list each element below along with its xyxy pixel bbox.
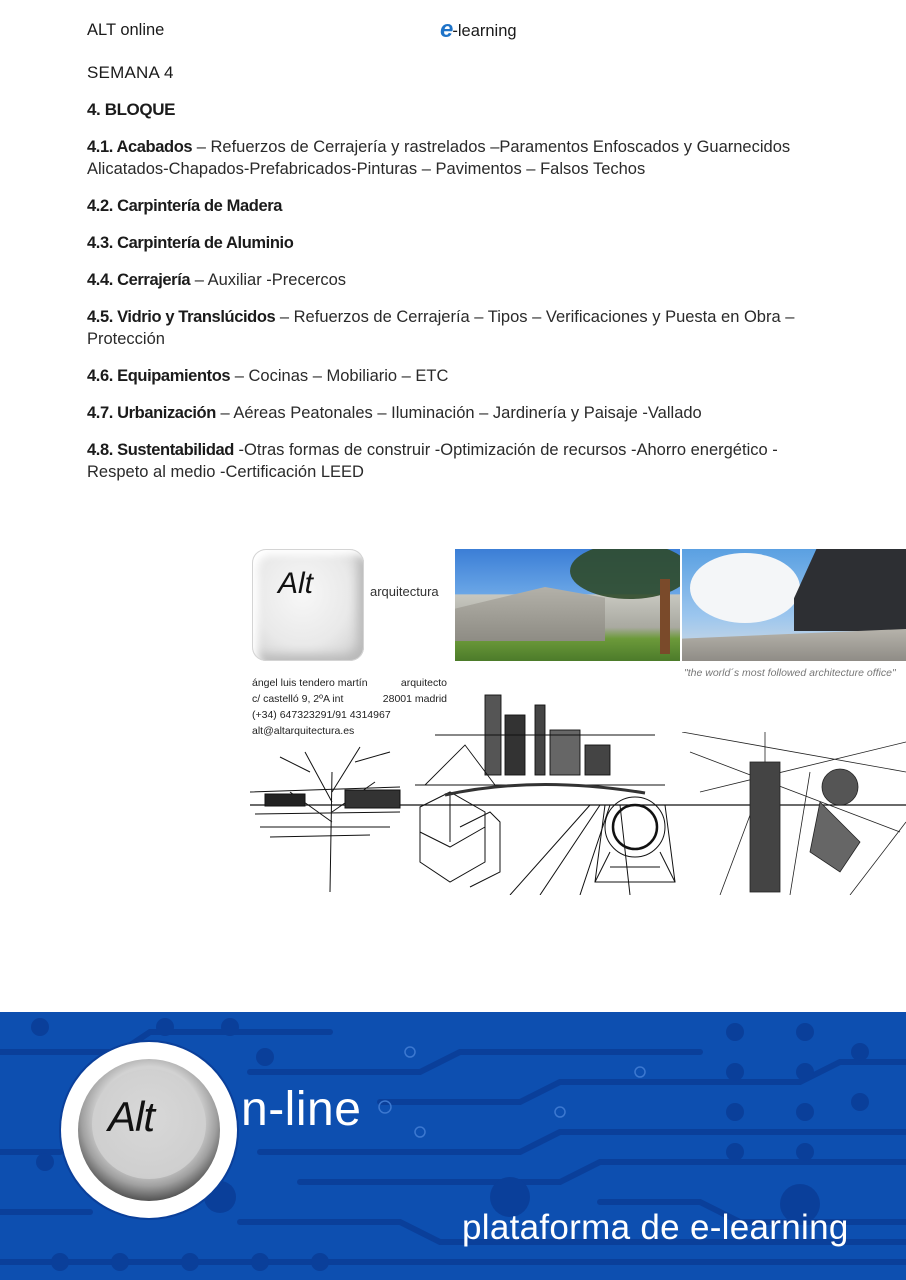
section-detail: – Aéreas Peatonales – Iluminación – Jardinería y Paisaje -Vallado <box>215 404 702 422</box>
section-4-5 <box>87 306 827 350</box>
section-title: 4.6. Equipamientos <box>87 367 231 385</box>
week-heading: SEMANA 4 <box>87 63 174 82</box>
section-4-2 <box>87 195 827 217</box>
alt-key-icon <box>252 549 364 661</box>
section-title: 4.8. Sustentabilidad <box>87 441 234 459</box>
tagline-quote: "the world´s most followed architecture office" <box>684 667 896 679</box>
section-title: 4.3. Carpintería de Aluminio <box>87 234 294 252</box>
section-title: 4.7. Urbanización <box>87 404 216 422</box>
contact-role: arquitecto <box>400 677 447 689</box>
alt-logo <box>61 1042 237 1218</box>
building-photo <box>455 549 680 661</box>
contact-address: c/ castelló 9, 2ºA int <box>252 693 344 705</box>
alt-key-label: Alt <box>278 567 314 600</box>
online-text: n-line <box>241 1083 362 1136</box>
contact-name: ángel luis tendero martín <box>252 677 368 689</box>
section-4-4 <box>87 269 827 291</box>
section-detail: – Cocinas – Mobiliario – ETC <box>230 367 449 385</box>
contact-city: 28001 madrid <box>382 693 447 705</box>
alt-online-banner <box>0 1012 906 1280</box>
contact-email: alt@altarquitectura.es <box>252 725 355 737</box>
section-title: 4.1. Acabados <box>87 138 193 156</box>
section-detail: – Auxiliar -Precercos <box>190 271 347 289</box>
platform-tagline: plataforma de e-learning <box>462 1208 849 1247</box>
block-heading: 4. BLOQUE <box>87 100 176 119</box>
empire-state-sketch <box>682 679 906 895</box>
e-logo-icon: e <box>440 16 453 43</box>
section-title: 4.4. Cerrajería <box>87 271 191 289</box>
alt-button-icon <box>78 1059 220 1201</box>
architecture-collage <box>250 547 906 895</box>
page-header <box>87 16 547 43</box>
section-title: 4.5. Vidrio y Translúcidos <box>87 308 276 326</box>
facade-sky-photo <box>682 549 906 661</box>
industrial-sketch-icon <box>405 675 675 810</box>
section-detail: – Refuerzos de Cerrajería – Tipos – Verificaciones y Puesta en Obra – Protección <box>87 308 795 348</box>
section-4-6 <box>87 365 827 387</box>
section-detail: – Refuerzos de Cerrajería y rastrelados –Paramentos Enfoscados y Guarnecidos Alicatados-Chapados-Prefabricados-Pinturas – Pavimentos – Falsos Techos <box>87 138 791 178</box>
elearning-brand-text: -learning <box>452 22 517 40</box>
section-4-7 <box>87 402 827 424</box>
section-detail: -Otras formas de construir -Optimización de recursos -Ahorro energético -Respeto al medio -Certificación LEED <box>87 441 778 481</box>
section-title: 4.2. Carpintería de Madera <box>87 197 283 215</box>
document-body <box>87 62 827 498</box>
section-4-3 <box>87 232 827 254</box>
header-title: ALT online <box>87 21 165 39</box>
contact-phone: (+34) 647323291/91 4314967 <box>252 709 391 721</box>
elearning-brand <box>440 16 517 43</box>
section-4-8 <box>87 439 827 483</box>
alt-logo-label: Alt <box>108 1093 155 1140</box>
arquitectura-caption: arquitectura <box>370 584 439 599</box>
section-4-1 <box>87 136 827 180</box>
